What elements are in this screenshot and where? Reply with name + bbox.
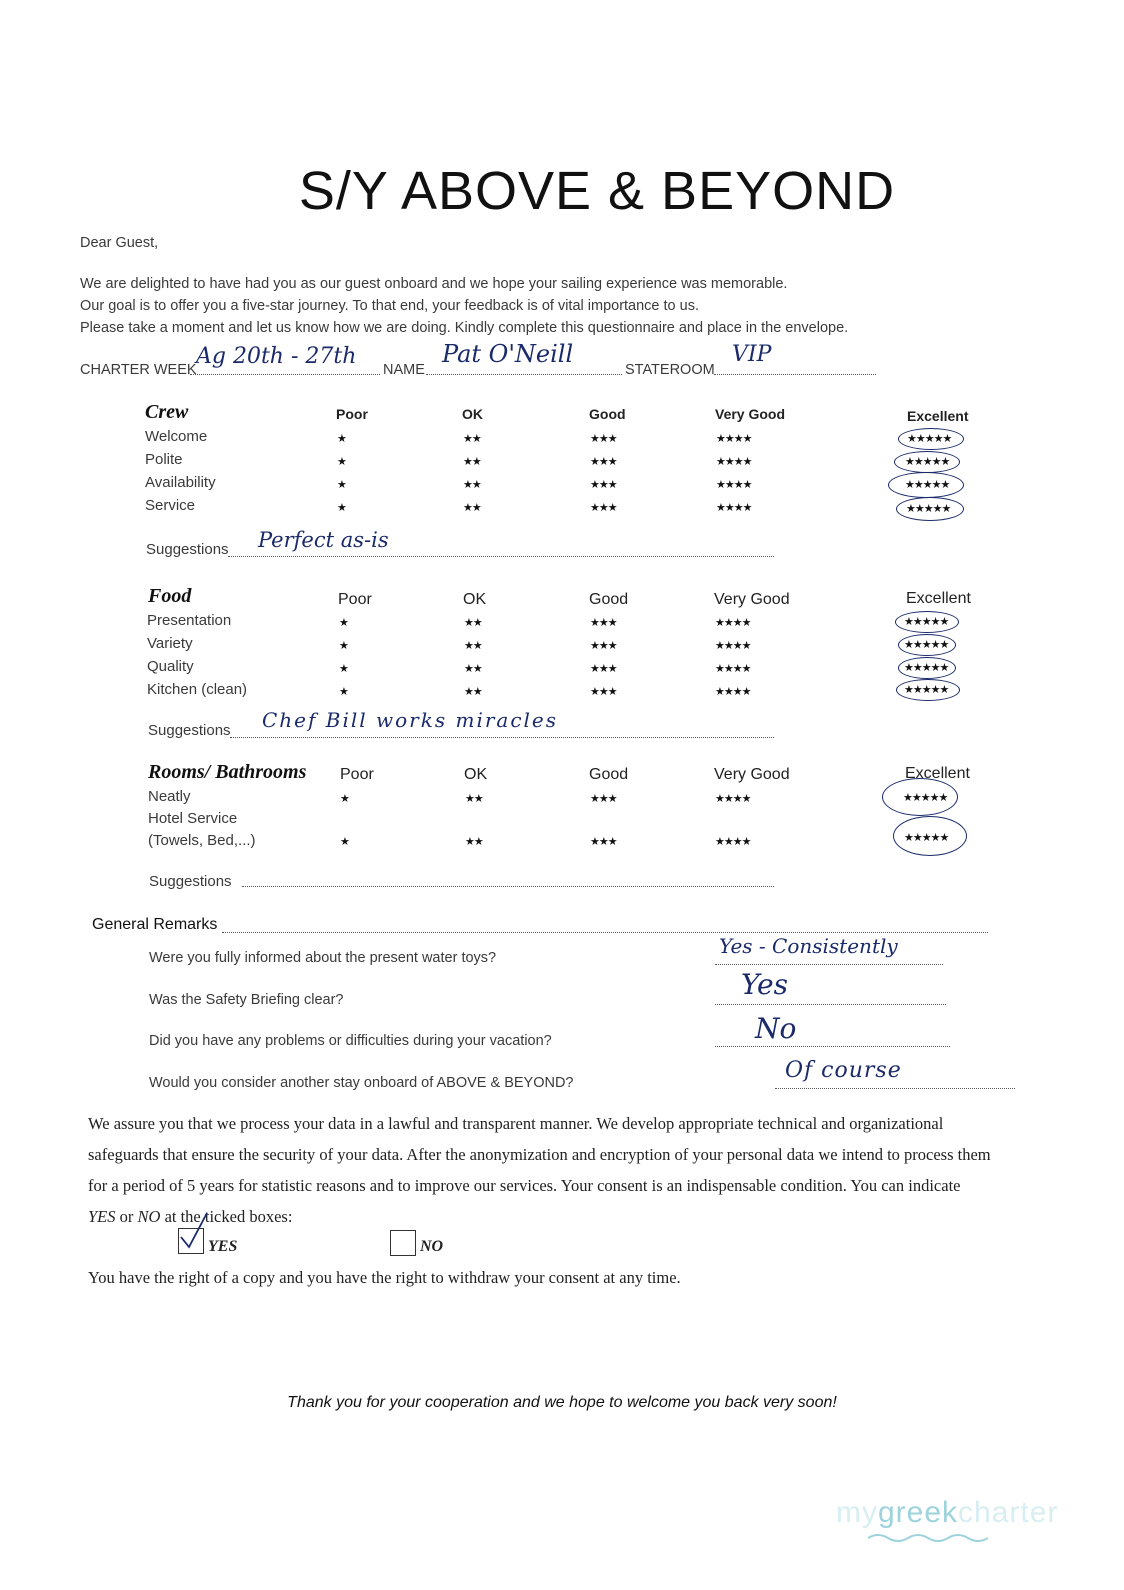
intro-line-2: Our goal is to offer you a five-star journey. To that end, your feedback is of vital importance to us. [80,298,699,314]
name-field[interactable] [426,340,622,375]
intro-line-1: We are delighted to have had you as our guest onboard and we hope your sailing experience was memorable. [80,276,788,292]
rating-poor[interactable]: ★ [337,456,346,468]
food-suggestions-value: Chef Bill works miracles [262,708,559,732]
row-label: Quality [147,658,194,675]
rating-very-good[interactable]: ★★★★ [716,456,752,468]
row-label: Variety [147,635,193,652]
rating-excellent-selected[interactable] [898,634,956,656]
rating-ok[interactable]: ★★ [464,617,482,629]
greeting: Dear Guest, [80,235,159,251]
col-very-good: Very Good [714,766,790,783]
rating-good[interactable]: ★★★ [590,502,617,514]
answer-field-4[interactable] [775,1058,1015,1089]
rating-very-good[interactable]: ★★★★ [715,836,751,848]
answer-field-3[interactable] [715,1012,950,1047]
rating-very-good[interactable]: ★★★★ [716,502,752,514]
rating-very-good[interactable]: ★★★★ [715,617,751,629]
stars: ★★★★★ [906,503,951,515]
answer-4: Of course [785,1058,902,1083]
crew-suggestions-value: Perfect as-is [258,528,389,552]
rating-ok[interactable]: ★★ [463,479,481,491]
intro-line-3: Please take a moment and let us know how we are doing. Kindly complete this questionnaire and place in the envelope. [80,320,849,336]
section-title-crew: Crew [145,401,189,423]
question-2: Was the Safety Briefing clear? [149,992,344,1008]
watermark-part-3: charter [958,1496,1059,1529]
answer-3: No [755,1012,797,1045]
rating-excellent-selected[interactable] [888,472,964,498]
rating-excellent-selected[interactable] [896,497,964,521]
rating-good[interactable]: ★★★ [590,793,617,805]
consent-line-3: for a period of 5 years for statistic reasons and to improve our services. Your consent is an indispensable condition. You can indicate [88,1176,961,1195]
stars: ★★★★★ [903,792,948,804]
rating-ok[interactable]: ★★ [463,433,481,445]
rating-good[interactable]: ★★★ [590,640,617,652]
rating-excellent-selected[interactable] [893,816,967,856]
section-title-food: Food [148,585,192,607]
general-remarks-label: General Remarks [92,916,218,933]
rating-ok[interactable]: ★★ [464,686,482,698]
rating-ok[interactable]: ★★ [464,640,482,652]
row-label: (Towels, Bed,...) [148,832,256,849]
rating-very-good[interactable]: ★★★★ [716,479,752,491]
rating-ok[interactable]: ★★ [465,836,483,848]
rating-poor[interactable]: ★ [340,836,349,848]
rating-poor[interactable]: ★ [339,663,348,675]
food-suggestions-field[interactable] [230,710,774,738]
rating-excellent-selected[interactable] [894,451,960,473]
col-very-good: Very Good [714,591,790,608]
rating-very-good[interactable]: ★★★★ [715,640,751,652]
watermark-part-2: greek [878,1496,959,1529]
rating-poor[interactable]: ★ [337,433,346,445]
stateroom-field[interactable] [714,344,876,375]
section-title-rooms: Rooms/ Bathrooms [148,761,307,783]
rating-poor[interactable]: ★ [339,686,348,698]
col-ok: OK [464,766,488,783]
rating-poor[interactable]: ★ [337,502,346,514]
thank-you-note [0,1394,1124,1412]
col-poor: Poor [340,766,374,783]
rating-good[interactable]: ★★★ [590,456,617,468]
col-excellent: Excellent [905,765,970,782]
rating-good[interactable]: ★★★ [590,663,617,675]
yes-label: YES [208,1238,238,1255]
col-poor: Poor [336,406,368,422]
answer-field-1[interactable] [715,934,943,965]
row-label: Welcome [145,428,208,445]
col-good: Good [589,766,629,783]
stars: ★★★★★ [907,433,952,445]
rating-excellent-selected[interactable] [895,611,959,633]
consent-right-line: You have the right of a copy and you have the right to withdraw your consent at any time. [88,1268,681,1287]
question-3: Did you have any problems or difficulties during your vacation? [149,1033,552,1049]
stars: ★★★★★ [904,832,949,844]
name-label: NAME [383,362,425,378]
rating-ok[interactable]: ★★ [463,456,481,468]
stars: ★★★★★ [904,662,949,674]
rating-excellent-selected[interactable] [882,778,958,816]
rating-very-good[interactable]: ★★★★ [715,663,751,675]
consent-or-word: or [115,1207,138,1226]
stars: ★★★★★ [904,684,949,696]
stars: ★★★★★ [905,456,950,468]
consent-no-word: NO [137,1207,161,1226]
col-good: Good [589,591,629,608]
answer-field-2[interactable] [715,968,946,1005]
row-label: Kitchen (clean) [147,681,248,698]
rating-good[interactable]: ★★★ [590,479,617,491]
name-value: Pat O'Neill [442,340,574,368]
rating-poor[interactable]: ★ [339,617,348,629]
rating-excellent-selected[interactable] [896,679,960,701]
row-label: Polite [145,451,183,468]
col-excellent: Excellent [906,590,971,607]
wave-icon [868,1532,988,1544]
suggestions-label: Suggestions [146,541,229,558]
rating-ok[interactable]: ★★ [463,502,481,514]
charter-week-label: CHARTER WEEK [80,362,197,378]
col-ok: OK [463,591,487,608]
rating-excellent-selected[interactable] [898,657,956,679]
thank-you-text: Thank you for your cooperation and we hope to welcome you back very soon! [287,1394,837,1411]
row-label: Neatly [148,788,191,805]
row-label: Presentation [147,612,232,629]
rating-ok[interactable]: ★★ [464,663,482,675]
col-good: Good [589,406,626,422]
consent-tail: at the ticked boxes: [160,1207,293,1226]
yes-checkbox[interactable] [178,1228,204,1254]
rating-very-good[interactable]: ★★★★ [716,433,752,445]
no-checkbox[interactable] [390,1230,416,1256]
no-label: NO [420,1238,444,1255]
rating-good[interactable]: ★★★ [590,433,617,445]
consent-line-1: We assure you that we process your data in a lawful and transparent manner. We develop appropriate technical and organizational [88,1114,944,1133]
col-poor: Poor [338,591,372,608]
charter-week-field[interactable] [190,344,380,375]
suggestions-label: Suggestions [149,873,232,890]
question-1: Were you fully informed about the present water toys? [149,950,497,966]
stars: ★★★★★ [905,479,950,491]
row-label: Availability [145,474,216,491]
stars: ★★★★★ [904,616,949,628]
row-label: Service [145,497,196,514]
general-remarks-field[interactable] [222,916,988,933]
answer-1: Yes - Consistently [719,934,898,958]
consent-line-2: safeguards that ensure the security of your data. After the anonymization and encryption of your personal data we intend to process them [88,1145,991,1164]
rating-poor[interactable]: ★ [337,479,346,491]
question-4: Would you consider another stay onboard of ABOVE & BEYOND? [149,1075,574,1091]
rating-good[interactable]: ★★★ [590,617,617,629]
rating-very-good[interactable]: ★★★★ [715,686,751,698]
suggestions-label: Suggestions [148,722,231,739]
col-very-good: Very Good [715,406,786,422]
rating-poor[interactable]: ★ [340,793,349,805]
stateroom-value: VIP [732,342,772,367]
rating-excellent-selected[interactable] [898,428,964,450]
checkmark-icon [177,1211,211,1251]
rating-poor[interactable]: ★ [339,640,348,652]
rooms-suggestions-field[interactable] [242,868,774,887]
rating-good[interactable]: ★★★ [590,836,617,848]
rating-ok[interactable]: ★★ [465,793,483,805]
watermark-part-1: my [836,1496,878,1529]
crew-suggestions-field[interactable] [228,530,774,557]
consent-yes-word: YES [88,1207,116,1226]
col-excellent: Excellent [907,408,969,424]
rating-good[interactable]: ★★★ [590,686,617,698]
rating-very-good[interactable]: ★★★★ [715,793,751,805]
stars: ★★★★★ [904,639,949,651]
page-title: S/Y ABOVE & BEYOND [298,161,896,221]
col-ok: OK [462,406,483,422]
row-label: Hotel Service [148,810,238,827]
charter-week-value: Ag 20th - 27th [196,344,357,369]
stateroom-label: STATEROOM [625,362,715,378]
watermark-logo [836,1496,1058,1530]
answer-2: Yes [741,968,788,1001]
